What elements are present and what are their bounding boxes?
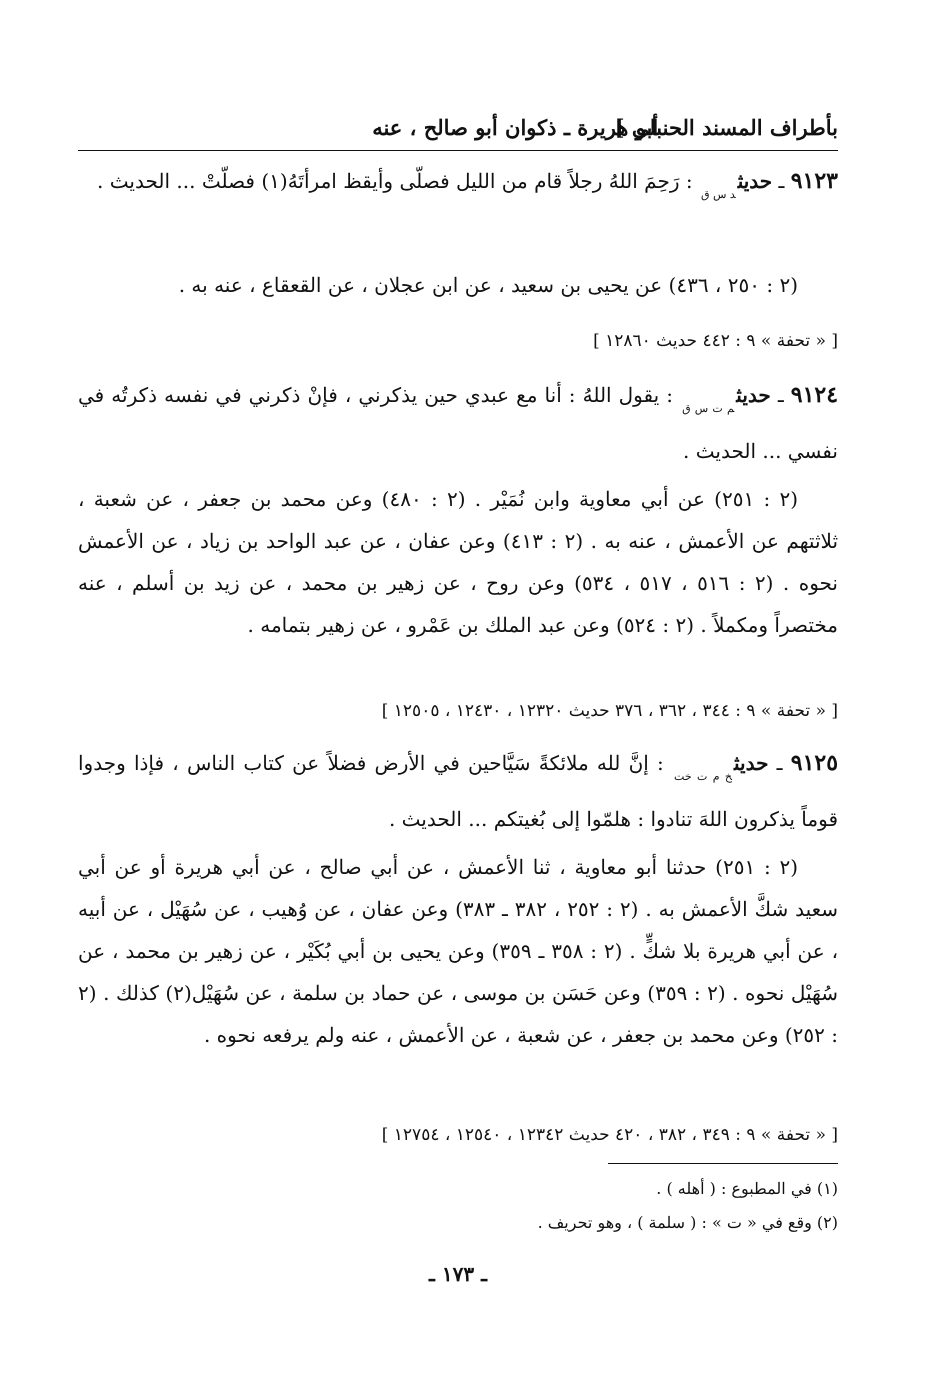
hadith-entry-9125: ٩١٢٥ ـ حديث$_{خ م ت خت}$ : إنَّ لله ملائكةً سَيَّاحين في الأرض فضلاً عن كتاب الناس ، فإذا وجدوا قوماً يذكرون اللهَ تنادوا : هلمّوا إلى بُغيتكم ... الحديث . [78,750,839,831]
entry-number: ٩١٢٥ [790,750,839,776]
footnote-1: (١) في المطبوع : ( أهله ) . [656,1179,838,1198]
page-number: ـ ١٧٣ ـ [429,1262,487,1286]
entry-sigla: د س ق [700,188,736,201]
document-page [78,0,838,1374]
entry-sigla: م ت س ق [682,402,735,415]
header-section-title: أبو هريرة ـ ذكوان أبو صالح ، عنه [372,114,659,140]
footnote-2: (٢) وقع في « ت » : ( سلمة ) ، وهو تحريف . [537,1213,838,1232]
entry-keyword: حديث [733,751,769,775]
tuhfa-reference-9124: [ « تحفة » ٩ : ٣٤٤ ، ٣٦٢ ، ٣٧٦ حديث ١٢٣٢٠ ، ١٢٤٣٠ ، ١٢٥٠٥ ] [381,701,838,721]
entry-number: ٩١٢٤ [790,382,839,408]
entry-keyword: حديث [736,383,771,407]
tuhfa-reference-9123: [ « تحفة » ٩ : ٤٤٢ حديث ١٢٨٦٠ ] [593,331,838,351]
entry-text: : رَحِمَ اللهُ رجلاً قام من الليل فصلّى وأيقظ امرأتَهُ(١) فصلّتْ ... الحديث . [97,169,693,193]
entry-text: : إنَّ لله ملائكةً سَيَّاحين في الأرض فضلاً عن كتاب الناس ، فإذا وجدوا قوماً يذكرون اللهَ تنادوا : هلمّوا إلى بُغيتكم ... الحديث . [78,751,838,831]
footnote-rule [608,1163,838,1164]
entry-sigla: خ م ت خت [674,770,732,783]
header-book-title: بأطراف المسند الحنبلي ] [614,114,838,140]
tuhfa-reference-9125: [ « تحفة » ٩ : ٣٤٩ ، ٣٨٢ ، ٤٢٠ حديث ١٢٣٤٢ ، ١٢٥٤٠ ، ١٢٧٥٤ ] [381,1125,838,1145]
entry-detail-9123: (٢ : ٢٥٠ ، ٤٣٦) عن يحيى بن سعيد ، عن ابن عجلان ، عن القعقاع ، عنه به . [178,273,798,297]
hadith-entry-9123: ٩١٢٣ ـ حديث$_{د س ق}$ : رَحِمَ اللهُ رجلاً قام من الليل فصلّى وأيقظ امرأتَهُ(١) فصلّتْ ... الحديث . [97,168,838,201]
entry-detail-9125: (٢ : ٢٥١) حدثنا أبو معاوية ، ثنا الأعمش ، عن أبي صالح ، عن أبي هريرة أو عن أبي سعيد شكَّ الأعمش به . (٢ : ٢٥٢ ، ٣٨٢ ـ ٣٨٣) وعن عفان ، عن وُهيب ، عن سُهَيْل ، عن أبيه ، عن أبي هريرة بلا شكٍّ . (٢ : ٣٥٨ ـ ٣٥٩) وعن يحيى بن أبي بُكَيْر ، عن زهير بن محمد ، عن سُهَيْل نحوه . (٢ : ٣٥٩) وعن حَسَن بن موسى ، عن حماد بن سلمة ، عن سُهَيْل(٢) كذلك . (٢ : ٢٥٢) وعن محمد بن جعفر ، عن شعبة ، عن الأعمش ، عنه ولم يرفعه نحوه . [78,855,839,1047]
entry-detail-9124: (٢ : ٢٥١) عن أبي معاوية وابن نُمَيْر . (٢ : ٤٨٠) وعن محمد بن جعفر ، عن شعبة ، ثلاثتهم عن الأعمش ، عنه به . (٢ : ٤١٣) وعن عفان ، عن عبد الواحد بن زياد ، عن الأعمش نحوه . (٢ : ٥١٦ ، ٥١٧ ، ٥٣٤) وعن روح ، عن زهير بن محمد ، عن زيد بن أسلم ، عنه مختصراً ومكملاً . (٢ : ٥٢٤) وعن عبد الملك بن عَمْرو ، عن زهير بتمامه . [78,487,839,637]
header-rule [78,150,838,151]
entry-text: : يقول اللهُ : أنا مع عبدي حين يذكرني ، فإنْ ذكرني في نفسه ذكرتُه في نفسي ... الحديث . [78,383,838,463]
entry-keyword: حديث [737,169,773,193]
entry-number: ٩١٢٣ [790,168,838,194]
hadith-entry-9124: ٩١٢٤ ـ حديث$_{م ت س ق}$ : يقول اللهُ : أنا مع عبدي حين يذكرني ، فإنْ ذكرني في نفسه ذكرتُه في نفسي ... الحديث . [78,382,839,463]
running-header [78,110,838,144]
